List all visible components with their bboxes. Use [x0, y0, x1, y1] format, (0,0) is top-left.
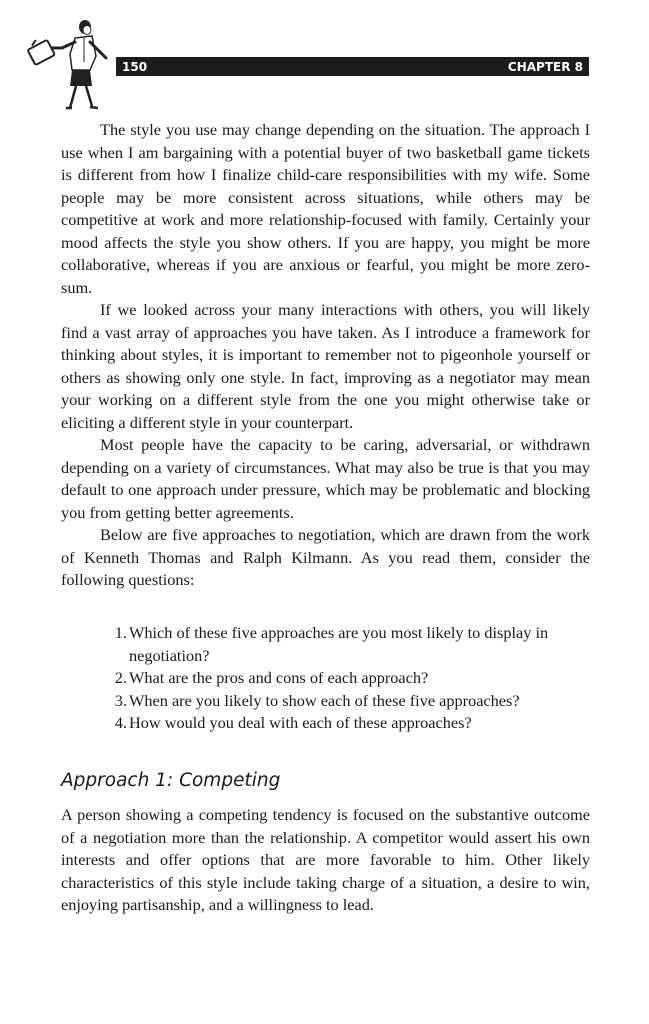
list-text: When are you likely to show each of these five approaches?: [129, 690, 520, 710]
list-number: 1.: [114, 623, 127, 642]
running-header: [116, 57, 589, 76]
chapter-label: CHAPTER 8: [507, 59, 583, 74]
section-heading: Approach 1: Competing: [61, 770, 281, 791]
list-text: How would you deal with each of these approaches?: [129, 713, 472, 732]
list-item: [61, 690, 590, 713]
list-item: [61, 667, 590, 690]
body-text-intro: [61, 119, 590, 592]
paragraph: If we looked across your many interactions with others, you will likely find a vast array of approaches you have taken. As I introduce a framework for thinking about styles, it is important to remember not to pigeonhole yourself or others as showing only one style. In fact, improving as a negotiator may mean your working on a different style from the one you might otherwise take or eliciting a different style in your counterpart.: [61, 300, 590, 432]
list-text: What are the pros and cons of each approach?: [129, 668, 429, 687]
page-number: 150: [122, 59, 148, 74]
businesswoman-with-briefcase-icon: [26, 18, 110, 110]
list-number: 2.: [114, 668, 127, 687]
paragraph: A person showing a competing tendency is focused on the substantive outcome of a negotiation more than the relationship. A competitor would assert his own interests and offer options that are more favorable to him. Other likely characteristics of this style include taking charge of a situation, a desire to win, enjoying partisanship, and a willingness to lead.: [61, 805, 590, 914]
list-text: Which of these five approaches are you most likely to display in negotiation?: [129, 623, 549, 665]
body-text-section: [61, 804, 590, 917]
paragraph: The style you use may change depending on the situation. The approach I use when I am bargaining with a potential buyer of two basketball game tickets is different from how I finalize child-care responsibilities with my wife. Some people may be more consistent across situations, while others may be competitive at work and more relationship-focused with family. Certainly your mood affects the style you show others. If you are happy, you might be more collaborative, whereas if you are anxious or fearful, you might be more zero-sum.: [61, 120, 590, 297]
list-item: [61, 712, 590, 735]
paragraph: Below are five approaches to negotiation, which are drawn from the work of Kenneth Thomas and Ralph Kilmann. As you read them, consider the following questions:: [61, 525, 590, 589]
questions-list: [61, 622, 590, 735]
list-number: 4.: [114, 713, 127, 732]
paragraph: Most people have the capacity to be caring, adversarial, or withdrawn depending on a variety of circumstances. What may also be true is that you may default to one approach under pressure, which may be problematic and blocking you from getting better agreements.: [61, 435, 590, 522]
list-number: 3.: [114, 690, 127, 710]
list-item: [61, 622, 590, 667]
